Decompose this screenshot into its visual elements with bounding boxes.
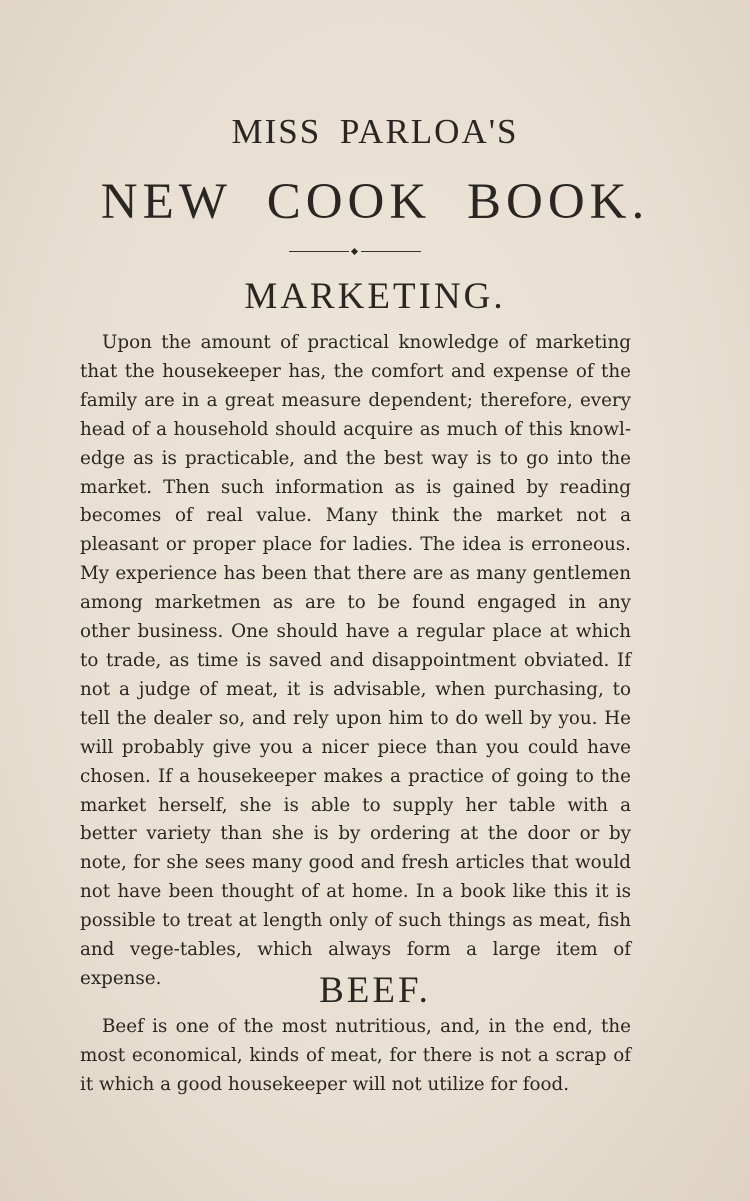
beef-paragraph: Beef is one of the most nutritious, and, in the end, the most economical, kinds of meat, for there is not a scrap of it which a good housekeeper will not utilize for food.	[80, 1016, 631, 1095]
book-title: NEW COOK BOOK.	[100, 174, 650, 230]
section-heading-marketing: MARKETING.	[244, 276, 506, 317]
marketing-paragraph: Upon the amount of practical knowledge of marketing that the housekeeper has, the comfort and expense of the family are in a great measure dependent; therefore, every head of a household should acquire as much of this knowl-edge as is practicable, and the best way is to go into the market. Then such information as is gained by reading becomes of real value. Many think the market not a pleasant or proper place for ladies. The idea is erroneous. My experience has been that there are as many gentlemen among marketmen as are to be found engaged in any other business. One should have a regular place at which to trade, as time is saved and disappointment obviated. If not a judge of meat, it is advisable, when purchasing, to tell the dealer so, and rely upon him to do well by you. He will probably give you a nicer piece than you could have chosen. If a housekeeper makes a practice of going to the market herself, she is able to supply her table with a better variety than she is by ordering at the door or by note, for she sees many good and fresh articles that would not have been thought of at home. In a book like this it is possible to treat at length only of such things as meat, fish and vege-tables, which always form a large item of expense.	[80, 332, 631, 989]
author-line: MISS PARLOA'S	[231, 112, 519, 151]
divider-line-left	[289, 251, 349, 252]
diamond-ornament-icon	[351, 248, 358, 255]
divider-line-right	[361, 251, 421, 252]
ornament-divider	[289, 250, 421, 253]
section-heading-beef: BEEF.	[319, 970, 431, 1011]
